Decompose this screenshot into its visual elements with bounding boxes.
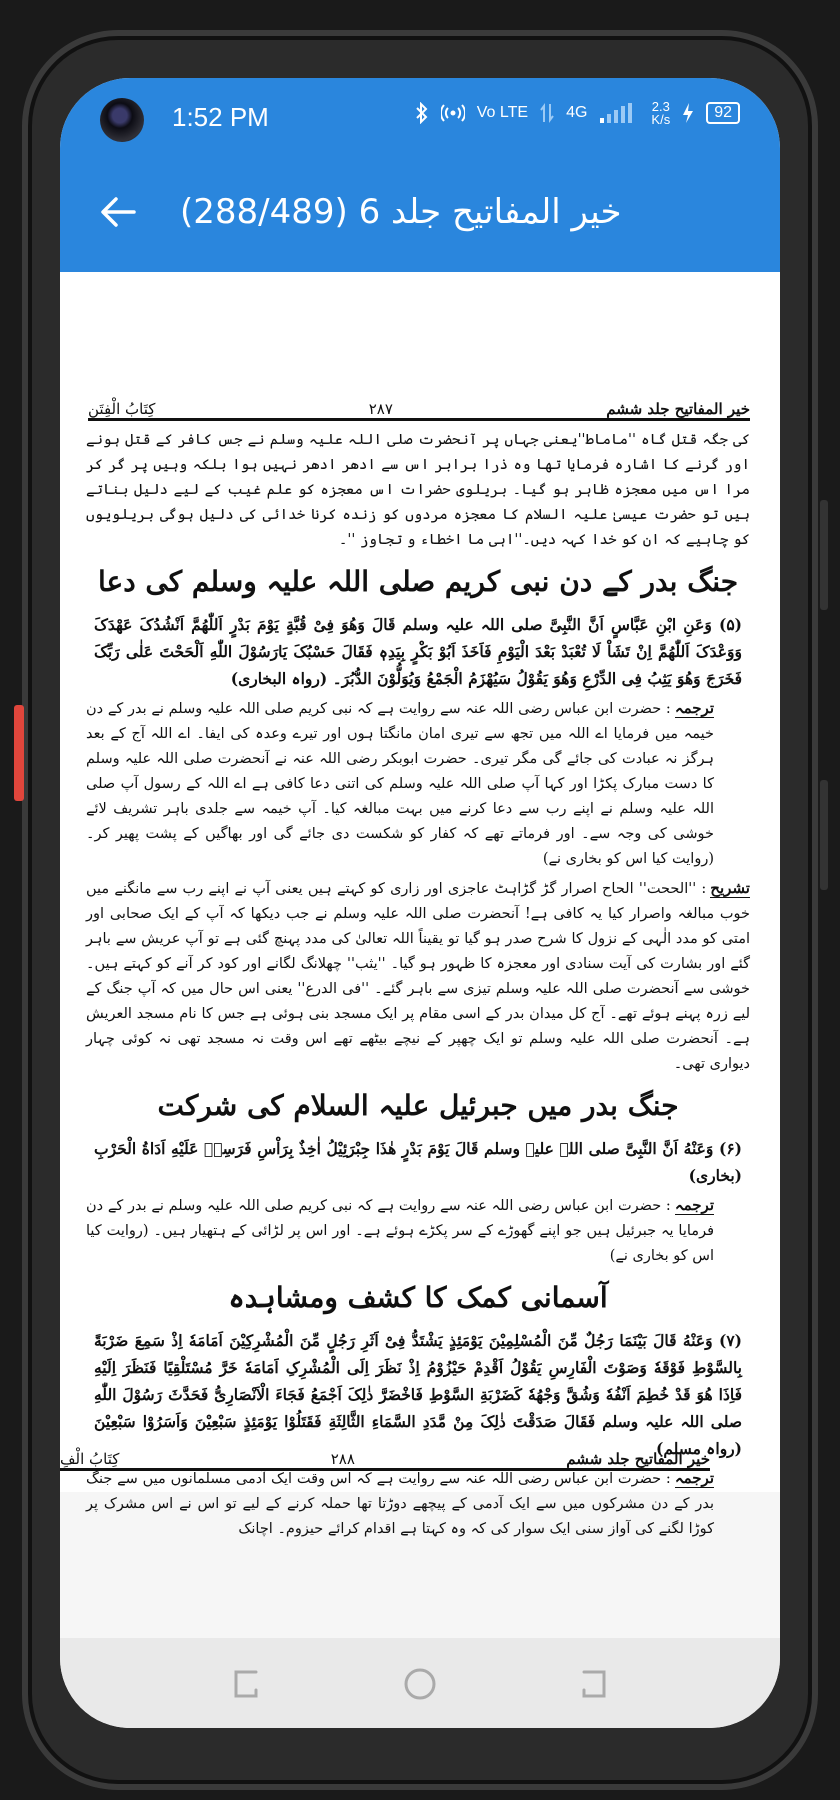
tarjama-label: ترجمہ (674, 1469, 714, 1487)
tarjama-label: ترجمہ (674, 1196, 714, 1214)
status-bar (60, 78, 780, 162)
status-time: 1:52 PM (172, 102, 269, 132)
volte-label: Vo LTE (476, 104, 529, 121)
hotspot-icon (441, 103, 465, 123)
section-heading-kashf: آسمانی کمک کا کشف ومشاہدہ (228, 1281, 608, 1314)
intro-paragraph: کی جگہ قتل گاہ ''ماماط''یعنی جہاں پر آنحضرت صلی اللہ علیہ وسلم نے جس کافر کے قتل ہونے اور گرنے کا اشارہ فرمایا تھا وہ ذرا برابر اس سے ادھر ادھر نہیں ہوا بلکہ وہیں پر گر کر مرا اس میں معجزہ ظاہر ہو گیا۔ بریلوی حضرات اس معجزہ کو علم غیب کے لیے دلیل بناتے ہیں تو حضرت عیسیٰ علیہ السلام کا معجزہ مردوں کو زندہ کرنا خدائی کی دلیل ہوگی بریلویوں کو چاہیے کہ ان کو خدا کہہ دیں۔''اہی ما اخطاء و تجاوز ''۔ (86, 432, 750, 548)
header-chapter: کِتَابُ الْفِتَن (88, 400, 156, 418)
hadith-5-arabic: (۵) وَعَنِ ابْنِ عَبَّاسٍ اَنَّ النَّبِیَّ صلی اللہ علیہ وسلم قَالَ وَهُوَ فِیْ قُبَّةٍ یَوْمَ بَدْرٍ اَللّٰهُمَّ اَنْشُدُکَ عَهْدَکَ وَوَعْدَکَ اَللّٰهُمَّ اِنْ تَشَاْ لَا تُعْبَدْ بَعْدَ الْیَوْمِ فَاَخَذَ اَبُوْ بَکْرٍ بِیَدِهٖ فَقَالَ حَسْبُکَ یَارَسُوْلَ اللّٰهِ اَلْحَحْتَ عَلٰی رَبِّکَ فَخَرَجَ وَهُوَ یَثِبُ فِی الدِّرْعِ وَهُوَ یَقُوْلُ سَیُهْزَمُ الْجَمْعُ وَیُوَلُّوْنَ الدُّبُرَ۔ (رواہ البخاری) (94, 615, 742, 688)
next-page-header (60, 1442, 710, 1471)
net-speed-unit: K/s (651, 112, 671, 127)
section-heading-jibreel: جنگ بدر میں جبرئیل علیہ السلام کی شرکت (157, 1089, 679, 1122)
app-bar (60, 162, 780, 272)
bluetooth-icon (415, 102, 429, 124)
tarjama-5 (86, 696, 750, 872)
tarjama-label: ترجمہ (674, 699, 714, 717)
header-book-name: خیر المفاتیح جلد ششم (566, 1450, 710, 1468)
network-type: 4G (566, 104, 588, 121)
battery-level: 92 (706, 102, 740, 124)
page-header (88, 392, 750, 421)
signal-icon (599, 102, 639, 124)
page-number: ۲۸۸ (330, 1450, 355, 1468)
front-camera (100, 98, 144, 142)
home-icon[interactable] (402, 1666, 438, 1702)
side-button (14, 705, 24, 801)
tashreeh-5-text: : ''الححت'' الحاح اصرار گڑ گڑاہٹ عاجزی اور زاری کو کہتے ہیں یعنی آپ نے اپنے رب سے مانگنے میں خوب مبالغہ واصرار کیا یہ کافی ہے! آنحضرت صلی اللہ علیہ وسلم نے جب دیکھا کہ آپ کے ایک صحابی اور امتی کو مدد الٰہی کے نزول کا شرح صدر ہو گیا تو یقیناً اللہ تعالیٰ کی مدد پہنچ گئی ہے تو آپ عریش سے باہر گئے اور بشارت کی آیت سنادی اور معجزہ کا ظہور ہو گیا۔ ''یثب'' چھلانگ لگانے اور کود کر آنے کو کہتے ہیں۔ خوشی سے آنحضرت صلی اللہ علیہ وسلم تیزی سے باہر گئے۔ ''فی الدرع'' یعنی اس حال میں کہ آپ جنگ کے لیے زرہ پہنے ہوئے تھے۔ آج کل میدان بدر کے اسی مقام پر ایک مسجد بنی ہوئی ہے جس کا نام مسجد العریش ہے۔ آنحضرت صلی اللہ علیہ وسلم تو ایک چھپر کے نیچے بیٹھے تھے اس وقت نہ مسجد تھی نہ کوئی چہار دیواری تھی۔ (86, 881, 750, 1072)
app-title: خیر المفاتیح جلد 6 (288/489) (180, 192, 622, 232)
back-nav-icon[interactable] (576, 1666, 612, 1702)
tarjama-7 (86, 1466, 750, 1542)
recent-apps-icon[interactable] (228, 1666, 264, 1702)
tarjama-6 (86, 1193, 750, 1269)
charging-icon (682, 102, 694, 124)
net-speed (651, 100, 670, 126)
net-speed-value: 2.3 (651, 99, 670, 114)
tashreeh-label: تشریح (710, 879, 750, 897)
hadith-7-arabic: (۷) وَعَنْهُ قَالَ بَیْنَمَا رَجُلٌ مِّنَ الْمُسْلِمِیْنَ یَوْمَئِذٍ یَشْتَدُّ فِیْ اَثَرِ رَجُلٍ مِّنَ الْمُشْرِکِیْنَ اَمَامَهٗ اِذْ سَمِعَ ضَرْبَةً بِالسَّوْطِ فَوْقَهٗ وَصَوْتَ الْفَارِسِ یَقُوْلُ اَقْدِمْ حَیْزُوْمُ اِذْ نَظَرَ اِلَی الْمُشْرِکِ اَمَامَهٗ خَرَّ مُسْتَلْقِیًا فَنَظَرَ اِلَیْهِ فَاِذَا هُوَ قَدْ خُطِمَ اَنْفُهٗ وَشُقَّ وَجْهُهٗ کَضَرْبَةِ السَّوْطِ فَاخْضَرَّ ذٰلِکَ اَجْمَعُ فَجَاءَ الْاَنْصَارِیُّ فَحَدَّثَ رَسُوْلَ اللّٰهِ صلی اللہ علیہ وسلم فَقَالَ صَدَقْتَ ذٰلِکَ مِنْ مَّدَدِ السَّمَاءِ الثَّالِثَةِ فَقَتَلُوْا یَوْمَئِذٍ سَبْعِیْنَ وَاَسَرُوْا سَبْعِیْنَ (رواہ مسلم) (94, 1331, 742, 1458)
tarjama-6-text: : حضرت ابن عباس رضی اللہ عنہ سے روایت ہے کہ نبی کریم صلی اللہ علیہ وسلم نے بدر کے دن فرمایا یہ جبرئیل ہیں جو اپنے گھوڑے کے سر پکڑے ہوئے ہے۔ اور اس پر لڑائی کے ہتھیار ہیں۔ (روایت کیا اس کو بخاری نے) (86, 1198, 714, 1264)
page-number: ۲۸۷ (368, 400, 393, 418)
back-arrow-icon[interactable] (98, 192, 138, 232)
data-arrows-icon (540, 102, 554, 124)
page-body (86, 428, 750, 1546)
screen (60, 78, 780, 1728)
navigation-bar (60, 1638, 780, 1728)
section-heading-dua: جنگ بدر کے دن نبی کریم صلی اللہ علیہ وسلم کی دعا (97, 565, 739, 598)
volume-button (820, 500, 828, 610)
hadith-6-arabic: (۶) وَعَنْهُ اَنَّ النَّبِیَّ صلی اللہ علیہ وسلم قَالَ یَوْمَ بَدْرٍ هٰذَا جِبْرَئِیْلُ اٰخِذٌ بِرَاْسِ فَرَسِهٖ عَلَیْهِ اَدَاةُ الْحَرْبِ (بخاری) (94, 1139, 742, 1185)
tarjama-7-text: : حضرت ابن عباس رضی اللہ عنہ سے روایت ہے کہ اس وقت ایک آدمی مسلمانوں میں سے جنگ بدر کے دن مشرکوں میں سے ایک آدمی کے پیچھے دوڑتا تھا حملہ کرنے کے لیے تو اس نے اس مشرک پر کوڑا لگنے کی آواز سنی ایک سوار کی کہ وہ کہتا ہے اقدام کرائے حیزوم۔ اچانک (86, 1471, 714, 1537)
tarjama-5-text: : حضرت ابن عباس رضی اللہ عنہ سے روایت ہے کہ نبی کریم صلی اللہ علیہ وسلم نے بدر کے دن خیمہ میں فرمایا اے اللہ میں تجھ سے تیری امان مانگتا ہوں اور تیرے وعدہ کی ایفا۔ اے اللہ آج کے بعد ہرگز نہ عبادت کی جائے گی مگر تیری۔ حضرت ابوبکر رضی اللہ عنہ نے آنحضرت صلی اللہ علیہ وسلم کا دست مبارک پکڑا اور کہا آپ صلی اللہ علیہ وسلم کی اتنی دعا کافی ہے اے اللہ کے رسول آپ صلی اللہ علیہ وسلم نے اپنے رب سے دعا کرنے میں بہت مبالغہ کیا۔ آپ خیمہ سے جلدی باہر تشریف لائے خوشی کی وجہ سے۔ اور فرماتے تھے کہ کفار کو شکست دی جائے گی اور بھاگیں کے پشت پھیر کر۔ (روایت کیا اس کو بخاری نے) (86, 701, 714, 867)
document-page-view[interactable] (60, 272, 780, 1537)
power-button (820, 780, 828, 890)
header-chapter: کِتَابُ الْفِ (60, 1450, 120, 1468)
status-icons (415, 100, 740, 126)
header-book-name: خیر المفاتیح جلد ششم (606, 400, 750, 418)
tashreeh-5 (86, 876, 750, 1077)
